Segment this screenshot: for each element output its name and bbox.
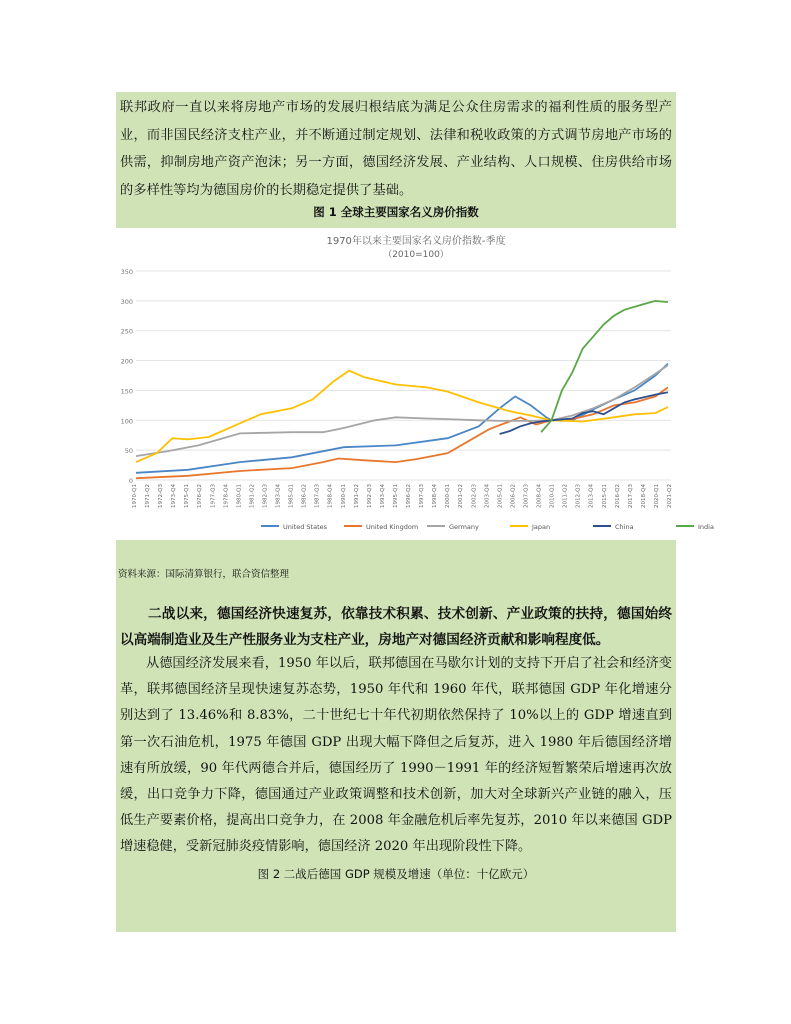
x-tick-label: 1990-Q1 (340, 484, 347, 509)
x-tick-label: 2010-Q1 (549, 484, 556, 509)
x-tick-label: 1975-Q1 (184, 484, 191, 509)
y-tick-label: 150 (120, 387, 133, 396)
legend-label: Germany (449, 523, 479, 531)
x-tick-label: 2021-Q2 (667, 484, 673, 509)
legend-label: India (698, 523, 714, 531)
legend-label: United Kingdom (366, 523, 419, 531)
x-tick-label: 2018-Q4 (640, 484, 647, 509)
x-tick-label: 2006-Q2 (510, 484, 517, 509)
x-tick-label: 1996-Q2 (406, 484, 413, 509)
chart-title: 1970年以来主要国家名义房价指数-季度 (326, 236, 506, 247)
x-tick-label: 2008-Q4 (536, 484, 543, 509)
x-tick-label: 1973-Q4 (171, 484, 178, 509)
series-line (136, 371, 668, 462)
x-tick-label: 2012-Q3 (575, 484, 582, 509)
x-tick-label: 1971-Q2 (145, 484, 152, 509)
x-tick-label: 2003-Q4 (484, 484, 491, 509)
figure1-source: 资料来源：国际清算银行，联合资信整理 (118, 569, 290, 580)
x-tick-label: 2015-Q1 (601, 484, 608, 509)
house-price-chart-svg (116, 228, 714, 540)
x-tick-label: 1991-Q2 (353, 484, 360, 509)
x-tick-label: 1998-Q4 (432, 484, 439, 509)
series-line (541, 301, 668, 432)
x-tick-label: 1988-Q4 (327, 484, 334, 509)
figure1-caption: 图 1 全球主要国家名义房价指数 (313, 205, 479, 219)
x-tick-label: 1985-Q1 (288, 484, 295, 509)
legend-label: Japan (532, 523, 551, 531)
y-tick-label: 0 (128, 477, 133, 485)
y-tick-label: 350 (120, 268, 133, 276)
legend-label: United States (283, 523, 328, 531)
x-tick-label: 2017-Q3 (627, 484, 634, 509)
x-tick-label: 1986-Q2 (301, 484, 308, 509)
figure2-caption: 图 2 二战后德国 GDP 规模及增速（单位：十亿欧元） (257, 867, 535, 881)
economy-paragraph: 从德国经济发展来看，1950 年以后，联邦德国在马歇尔计划的支持下开启了社会和经济变革，联邦德国经济呈现快速复苏态势，1950 年代和 1960 年代，联邦德国 GDP 年化增速分别达到了 13.46%和 8.83%，二十世纪七十年代初期依然保持了 10%以上的 GDP 增速直到第一次石油危机，1975 年德国 GDP 出现大幅下降但之后复苏，进入 1980 年后德国经济增速有所放缓，90 年代两德合并后，德国经历了 1990－1991 年的经济短暂繁荣后增速再次放缓，出口竞争力下降，德国通过产业政策调整和技术创新，加大对全球新兴产业链的融入，压低生产要素价格，提高出口竞争力，在 2008 年金融危机后率先复苏，2010 年以来德国 GDP 增速稳健，受新冠肺炎疫情影响，德国经济 2020 年出现阶段性下降。 (120, 656, 672, 855)
intro-paragraph: 联邦政府一直以来将房地产市场的发展归根结底为满足公众住房需求的福利性质的服务型产业，而非国民经济支柱产业，并不断通过制定规划、法律和税收政策的方式调节房地产市场的供需，抑制房地产资产泡沫；另一方面，德国经济发展、产业结构、人口规模、住房供给市场的多样性等均为德国房价的长期稳定提供了基础。 (120, 100, 672, 198)
x-tick-label: 1995-Q1 (392, 484, 399, 509)
x-tick-label: 2020-Q1 (653, 484, 660, 509)
y-tick-label: 300 (120, 297, 133, 306)
y-tick-label: 250 (120, 327, 133, 336)
x-tick-label: 1997-Q3 (419, 484, 426, 509)
x-tick-label: 1977-Q3 (210, 484, 217, 509)
x-tick-label: 2016-Q2 (614, 484, 621, 509)
x-tick-label: 1981-Q2 (249, 484, 256, 509)
section-summary: 二战以来，德国经济快速复苏，依靠技术积累、技术创新、产业政策的扶持，德国始终以高端制造业及生产性服务业为支柱产业，房地产对德国经济贡献和影响程度低。 (120, 606, 672, 648)
x-tick-label: 2011-Q2 (562, 484, 569, 509)
house-price-chart (116, 228, 714, 540)
y-tick-label: 200 (120, 357, 133, 366)
x-tick-label: 1992-Q3 (366, 484, 373, 509)
legend-label: China (615, 523, 634, 531)
x-tick-label: 2002-Q3 (471, 484, 478, 509)
x-tick-label: 1993-Q4 (379, 484, 386, 509)
x-tick-label: 1980-Q1 (236, 484, 243, 509)
chart-subtitle: （2010=100） (383, 250, 449, 260)
x-tick-label: 1970-Q1 (132, 484, 138, 509)
y-tick-label: 50 (124, 447, 133, 456)
x-tick-label: 2007-Q3 (523, 484, 530, 509)
x-tick-label: 1978-Q4 (223, 484, 230, 509)
x-tick-label: 1983-Q4 (275, 484, 282, 509)
x-tick-label: 2000-Q1 (445, 484, 452, 509)
x-tick-label: 1972-Q3 (158, 484, 165, 509)
y-tick-label: 100 (120, 417, 133, 426)
x-tick-label: 2005-Q1 (497, 484, 504, 509)
x-tick-label: 2013-Q4 (588, 484, 595, 509)
series-line (136, 365, 668, 456)
x-tick-label: 1987-Q3 (314, 484, 321, 509)
x-tick-label: 1976-Q2 (197, 484, 204, 509)
x-tick-label: 1982-Q3 (262, 484, 269, 509)
x-tick-label: 2001-Q2 (458, 484, 465, 509)
series-line (136, 387, 668, 478)
